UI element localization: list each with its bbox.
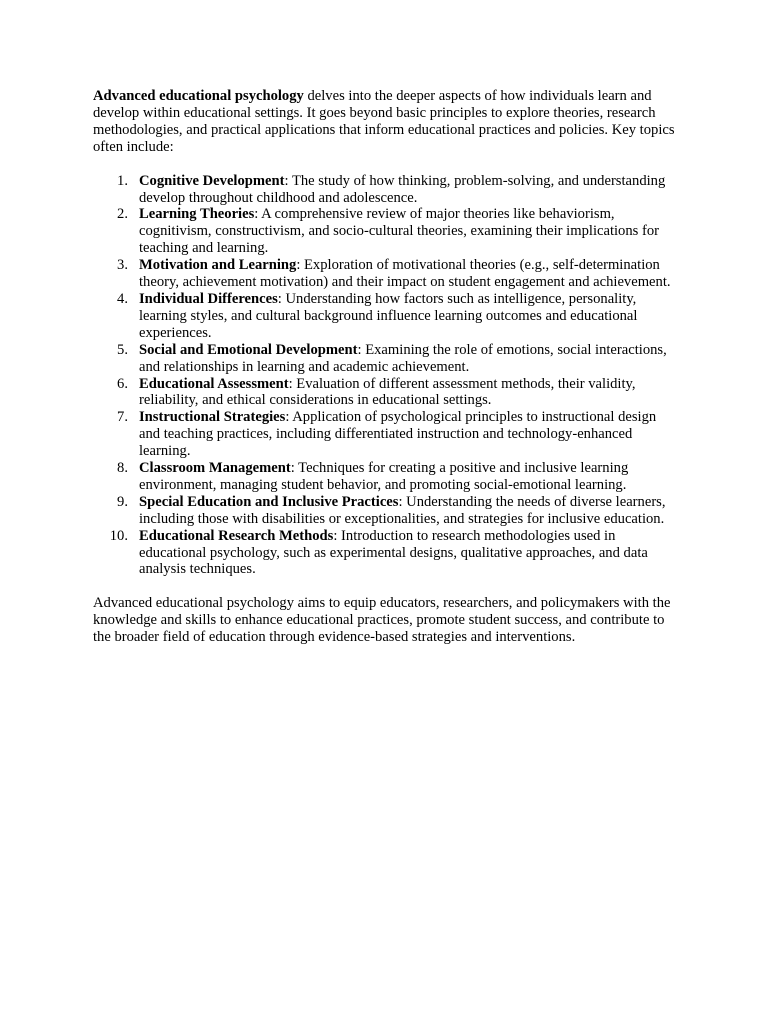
topic-list — [93, 173, 677, 579]
item-title: Instructional Strategies — [139, 409, 286, 426]
item-title: Individual Differences — [139, 290, 278, 307]
item-description: : The study of how thinking, problem-solving, and understanding develop throughout childhood and adolescence. — [139, 172, 666, 206]
list-item — [93, 460, 677, 494]
item-title: Special Education and Inclusive Practices — [139, 493, 399, 510]
list-item — [93, 494, 677, 528]
list-item — [93, 206, 677, 257]
item-number: 3. — [117, 257, 128, 274]
list-item — [93, 257, 677, 291]
item-description: : Evaluation of different assessment methods, their validity, reliability, and ethical considerations in educational settings. — [139, 375, 636, 409]
item-number: 7. — [117, 409, 128, 426]
list-item — [93, 409, 677, 460]
list-item — [93, 173, 677, 207]
item-number: 4. — [117, 290, 128, 307]
item-description: : Exploration of motivational theories (e.g., self-determination theory, achievement motivation) and their impact on student engagement and achievement. — [139, 257, 671, 291]
item-description: : Understanding the needs of diverse learners, including those with disabilities or exceptionalities, and strategies for inclusive education. — [139, 493, 666, 527]
item-title: Educational Research Methods — [139, 527, 334, 544]
item-number: 5. — [117, 341, 128, 358]
item-number: 6. — [117, 375, 128, 392]
intro-paragraph — [93, 88, 677, 156]
list-item — [93, 376, 677, 410]
item-description: : Examining the role of emotions, social interactions, and relationships in learning and academic achievement. — [139, 341, 667, 375]
item-description: : Introduction to research methodologies used in educational psychology, such as experimental designs, qualitative approaches, and data analysis techniques. — [139, 527, 648, 578]
item-number: 1. — [117, 172, 128, 189]
list-item — [93, 342, 677, 376]
item-title: Motivation and Learning — [139, 257, 297, 274]
item-number: 2. — [117, 206, 128, 223]
item-title: Cognitive Development — [139, 172, 285, 189]
item-description: : A comprehensive review of major theories like behaviorism, cognitivism, constructivism, and socio-cultural theories, examining their implications for teaching and learning. — [139, 206, 659, 257]
item-number: 9. — [117, 493, 128, 510]
item-title: Learning Theories — [139, 206, 255, 223]
item-description: : Understanding how factors such as intelligence, personality, learning styles, and cultural background influence learning outcomes and educational experiences. — [139, 290, 638, 341]
item-title: Educational Assessment — [139, 375, 289, 392]
list-item — [93, 528, 677, 579]
intro-lead: Advanced educational psychology — [93, 88, 304, 104]
item-description: : Techniques for creating a positive and inclusive learning environment, managing student behavior, and promoting social-emotional learning. — [139, 460, 629, 493]
item-description: : Application of psychological principles to instructional design and teaching practices, including differentiated instruction and technology-enhanced learning. — [139, 409, 657, 460]
document-page — [93, 88, 677, 646]
conclusion-paragraph: Advanced educational psychology aims to equip educators, researchers, and policymakers with the knowledge and skills to enhance educational practices, promote student success, and contribute to the broader field of education through evidence-based strategies and interventions. — [93, 595, 671, 646]
item-title: Social and Emotional Development — [139, 341, 358, 358]
item-title: Classroom Management — [139, 460, 291, 477]
item-number: 10. — [109, 527, 128, 544]
list-item — [93, 291, 677, 342]
intro-text: delves into the deeper aspects of how individuals learn and develop within educational settings. It goes beyond basic principles to explore theories, research methodologies, and practical applications that inform educational practices and policies. Key topics often include: — [93, 88, 675, 155]
item-number: 8. — [117, 460, 128, 477]
